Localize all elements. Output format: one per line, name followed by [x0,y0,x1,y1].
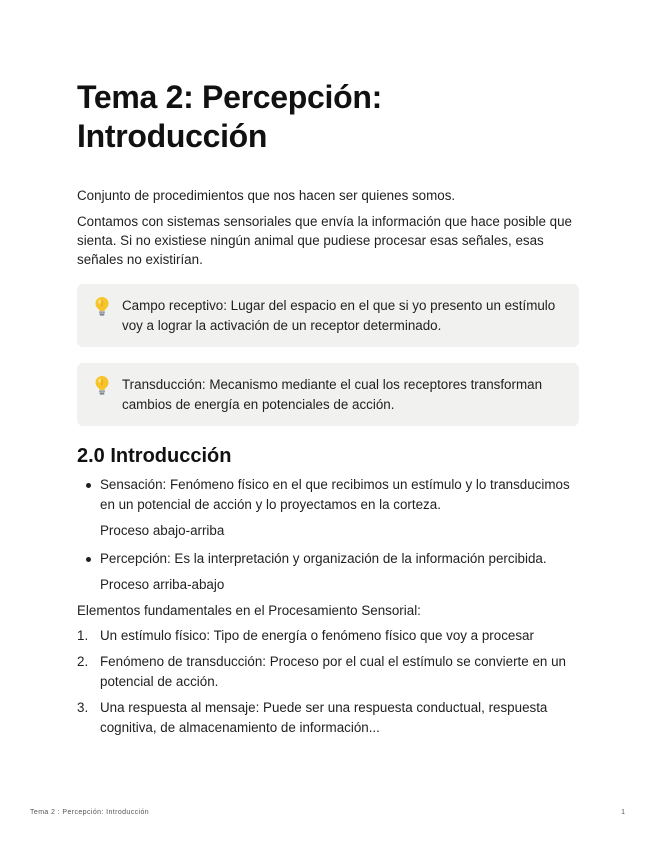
numbered-list [77,626,579,738]
list-number: 1. [77,628,89,643]
callout-campo-receptivo [77,284,579,347]
list-item-text: Fenómeno de transducción: Proceso por el cual el estímulo se convierte en un potencial de acción. [100,654,566,689]
list-item [77,698,579,738]
callout-text: Transducción: Mecanismo mediante el cual los receptores transforman cambios de energía en potenciales de acción. [122,377,543,412]
page-title-line-2: Introducción [77,118,268,154]
list-item-text: Un estímulo físico: Tipo de energía o fenómeno físico que voy a procesar [100,628,534,643]
page-title-line-1: Tema 2: Percepción: [77,79,382,115]
list-number: 2. [77,654,89,669]
page-title [77,78,579,156]
callout-transduccion [77,363,579,426]
page-number: 1 [621,809,625,816]
bullet-subtext: Proceso abajo-arriba [100,523,225,538]
bullet-dot [86,557,91,562]
list-number: 3. [77,700,89,715]
elements-title: Elementos fundamentales en el Procesamiento Sensorial: [77,603,421,618]
list-item [77,626,579,646]
list-item [77,549,579,595]
list-item [77,652,579,692]
document-page [77,78,579,738]
bullet-subtext: Proceso arriba-abajo [100,577,225,592]
bullet-text: Sensación: Fenómeno físico en el que recibimos un estímulo y lo transducimos en un potencial de acción y lo proyectamos en la corteza. [100,477,570,512]
intro-paragraph-1: Conjunto de procedimientos que nos hacen ser quienes somos. [77,188,456,203]
footer-title: Tema 2 : Percepción: Introducción [30,809,150,816]
callout-text: Campo receptivo: Lugar del espacio en el que si yo presento un estímulo voy a lograr la activación de un receptor determinado. [122,298,556,333]
section-heading: 2.0 Introducción [77,445,232,467]
list-item-text: Una respuesta al mensaje: Puede ser una respuesta conductual, respuesta cognitiva, de almacenamiento de información... [100,700,548,735]
bullet-dot [86,483,91,488]
bullet-text: Percepción: Es la interpretación y organización de la información percibida. [100,551,547,566]
bullet-list [77,475,579,595]
lightbulb-icon [91,295,113,319]
list-item [77,475,579,541]
intro-paragraph-2: Contamos con sistemas sensoriales que envía la información que hace posible que sienta. Si no existiese ningún animal que pudiese procesar esas señales, esas señales no existirían. [77,214,572,267]
lightbulb-icon [91,374,113,398]
